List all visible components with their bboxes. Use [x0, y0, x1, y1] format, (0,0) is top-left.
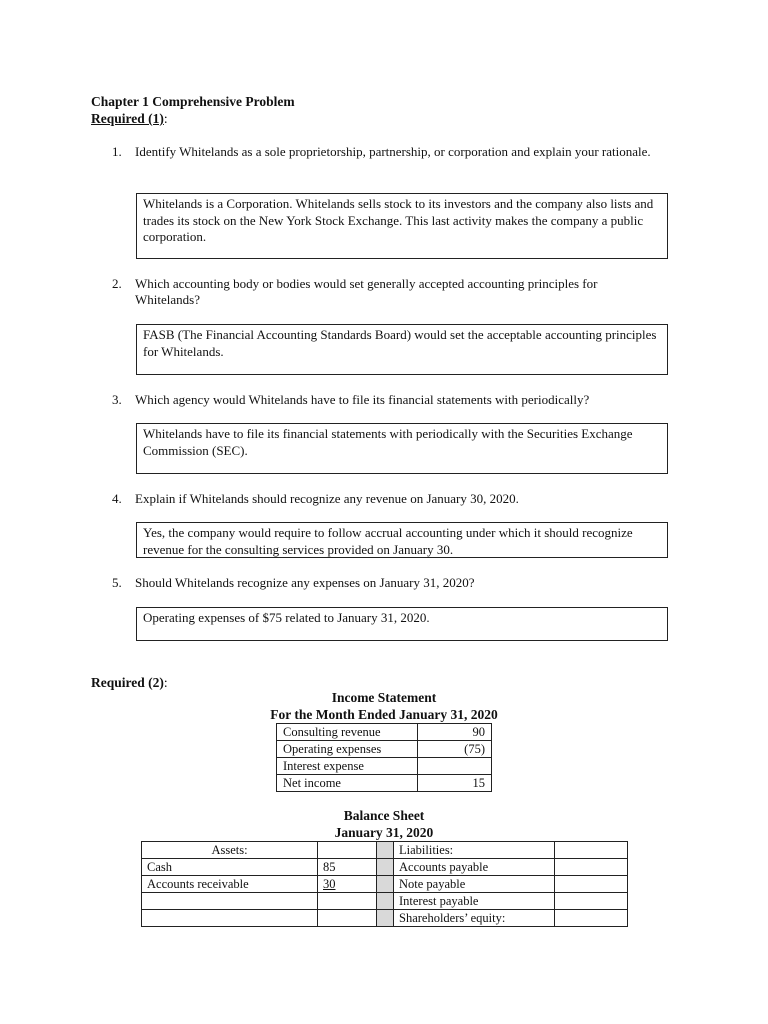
- asset-amount: [318, 842, 377, 859]
- asset-label: [142, 910, 318, 927]
- row-label: Operating expenses: [277, 741, 418, 758]
- table-row: [277, 758, 492, 775]
- asset-amount: [318, 893, 377, 910]
- question-number: 4.: [112, 491, 122, 506]
- required-2-colon: :: [163, 675, 168, 690]
- income-statement-title: Income Statement: [331, 690, 437, 705]
- row-label: Interest expense: [277, 758, 418, 775]
- row-label: Net income: [277, 775, 418, 792]
- required-1-colon: :: [163, 111, 168, 126]
- question-text: Which agency would Whitelands have to file its financial statements with periodically?: [135, 392, 590, 407]
- question-number: 5.: [112, 575, 122, 590]
- liability-label: Shareholders’ equity:: [394, 910, 555, 927]
- column-divider: [377, 859, 394, 876]
- liability-label: Accounts payable: [394, 859, 555, 876]
- balance-sheet-title: Balance Sheet: [343, 808, 425, 823]
- table-row: [142, 859, 628, 876]
- table-row: [142, 893, 628, 910]
- liability-label: Interest payable: [394, 893, 555, 910]
- question-number: 2.: [112, 276, 122, 291]
- column-divider: [377, 876, 394, 893]
- answer-box-2: FASB (The Financial Accounting Standards Board) would set the acceptable accounting principles for Whitelands.: [136, 324, 668, 375]
- row-amount: (75): [418, 741, 492, 758]
- required-1-heading: [91, 111, 168, 127]
- row-label: Consulting revenue: [277, 724, 418, 741]
- asset-amount: [318, 910, 377, 927]
- liability-amount: [555, 893, 628, 910]
- table-row: [142, 876, 628, 893]
- asset-amount: 85: [318, 859, 377, 876]
- table-row: [142, 842, 628, 859]
- required-1-label: Required (1): [91, 111, 164, 126]
- liabilities-header: Liabilities:: [394, 842, 555, 859]
- table-row: [277, 775, 492, 792]
- question-text: Which accounting body or bodies would set generally accepted accounting principles for Whitelands?: [135, 276, 598, 307]
- chapter-title: Chapter 1 Comprehensive Problem: [91, 94, 295, 109]
- column-divider: [377, 893, 394, 910]
- question-number: 3.: [112, 392, 122, 407]
- answer-box-3: Whitelands have to file its financial statements with periodically with the Securities Exchange Commission (SEC).: [136, 423, 668, 474]
- answer-box-5: Operating expenses of $75 related to January 31, 2020.: [136, 607, 668, 641]
- question-text: Identify Whitelands as a sole proprietorship, partnership, or corporation and explain your rationale.: [135, 144, 651, 159]
- liability-amount: [555, 876, 628, 893]
- income-statement-table: [276, 723, 492, 792]
- answer-box-1: Whitelands is a Corporation. Whitelands sells stock to its investors and the company also lists and trades its stock on the New York Stock Exchange. This last activity makes the company a public corporation.: [136, 193, 668, 259]
- assets-header: Assets:: [142, 842, 318, 859]
- row-amount: 90: [418, 724, 492, 741]
- table-row: [142, 910, 628, 927]
- table-row: [277, 724, 492, 741]
- income-statement-period: For the Month Ended January 31, 2020: [270, 707, 498, 722]
- required-2-heading: [91, 675, 168, 691]
- answer-box-4: Yes, the company would require to follow accrual accounting under which it should recognize revenue for the consulting services provided on January 30.: [136, 522, 668, 558]
- asset-amount: 30: [318, 876, 377, 893]
- balance-sheet-date: January 31, 2020: [334, 825, 434, 840]
- question-text: Should Whitelands recognize any expenses on January 31, 2020?: [135, 575, 475, 590]
- column-divider: [377, 910, 394, 927]
- liability-amount: [555, 842, 628, 859]
- asset-label: [142, 893, 318, 910]
- liability-amount: [555, 910, 628, 927]
- column-divider: [377, 842, 394, 859]
- asset-label: Accounts receivable: [142, 876, 318, 893]
- liability-label: Note payable: [394, 876, 555, 893]
- required-2-label: Required (2): [91, 675, 164, 690]
- table-row: [277, 741, 492, 758]
- row-amount: [418, 758, 492, 775]
- question-number: 1.: [112, 144, 122, 159]
- row-amount: 15: [418, 775, 492, 792]
- asset-label: Cash: [142, 859, 318, 876]
- question-text: Explain if Whitelands should recognize any revenue on January 30, 2020.: [135, 491, 519, 506]
- liability-amount: [555, 859, 628, 876]
- balance-sheet-table: [141, 841, 628, 927]
